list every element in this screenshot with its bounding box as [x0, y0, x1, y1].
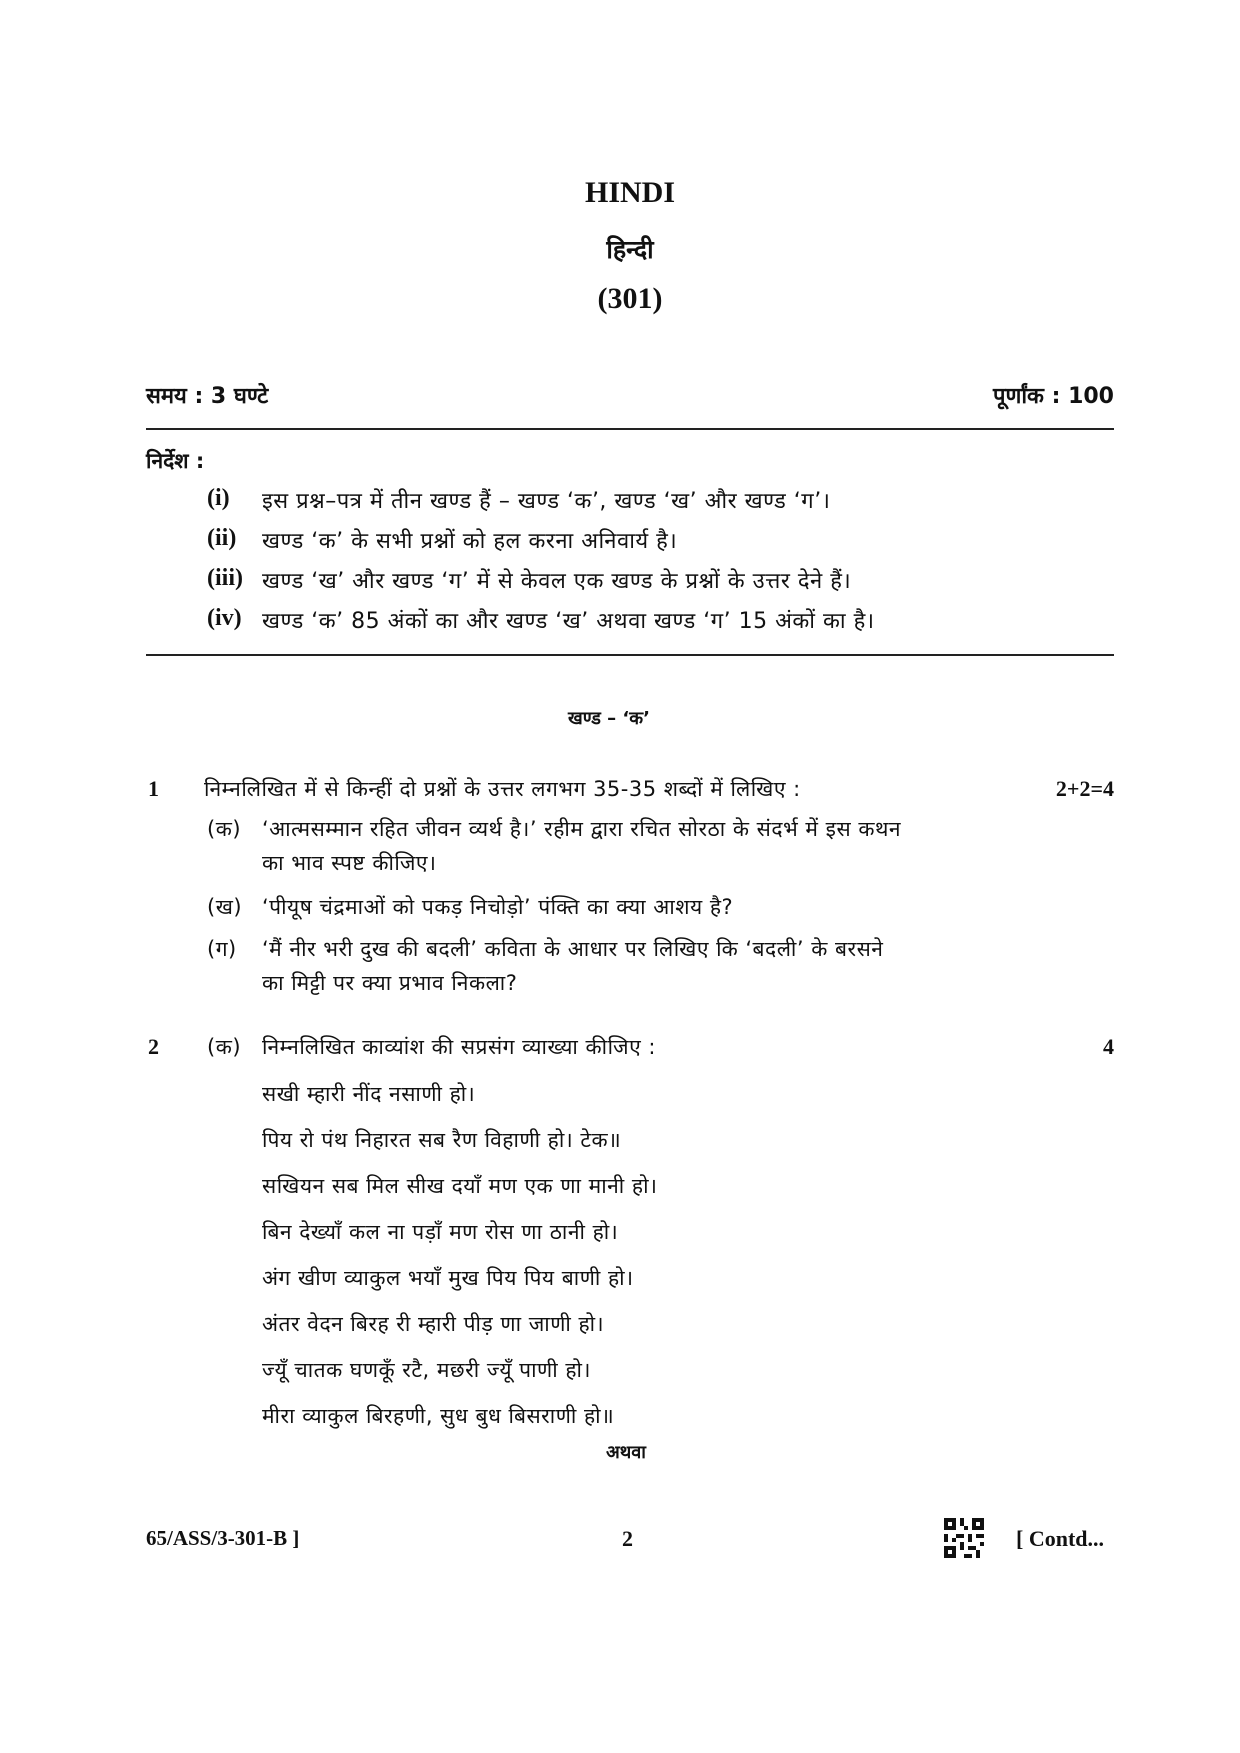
- title-hindi: हिन्दी: [606, 235, 654, 264]
- poem-line: सखी म्हारी नींद नसाणी हो।: [262, 1082, 476, 1106]
- marks-label: पूर्णांक : 100: [992, 384, 1114, 409]
- instruction-text: खण्ड ‘क’ 85 अंकों का और खण्ड ‘ख’ अथवा खण्ड ‘ग’ 15 अंकों का है।: [262, 609, 875, 634]
- instruction-text: इस प्रश्न–पत्र में तीन खण्ड हैं – खण्ड ‘क’, खण्ड ‘ख’ और खण्ड ‘ग’।: [262, 489, 831, 514]
- part-text: ‘मैं नीर भरी दुख की बदली’ कविता के आधार पर लिखिए कि ‘बदली’ के बरसने: [262, 937, 884, 961]
- poem-line: पिय रो पंथ निहारत सब रैण विहाणी हो। टेक॥: [262, 1128, 622, 1152]
- question-number: 1: [148, 776, 159, 801]
- subject-code: (301): [597, 282, 663, 315]
- divider-bottom: [146, 654, 1114, 656]
- instruction-num: (ii): [207, 525, 237, 551]
- poem-line: अंतर वेदन बिरह री म्हारी पीड़ णा जाणी हो।: [262, 1312, 605, 1336]
- question-number: 2: [148, 1034, 159, 1059]
- part-text: ‘आत्मसम्मान रहित जीवन व्यर्थ है।’ रहीम द्वारा रचित सोरठा के संदर्भ में इस कथन: [262, 817, 902, 841]
- part-label: (क): [207, 817, 242, 841]
- poem-line: अंग खीण व्याकुल भयाँ मुख पिय पिय बाणी हो।: [262, 1266, 634, 1290]
- poem-line: बिन देख्याँ कल ना पड़ाँ मण रोस णा ठानी हो।: [262, 1220, 619, 1244]
- continued-label: [ Contd...: [1016, 1526, 1105, 1551]
- part-text: का भाव स्पष्ट कीजिए।: [262, 851, 437, 875]
- part-text: का मिट्टी पर क्या प्रभाव निकला?: [262, 971, 518, 995]
- poem-line: सखियन सब मिल सीख दयाँ मण एक णा मानी हो।: [262, 1174, 658, 1198]
- or-label: अथवा: [606, 1442, 646, 1463]
- divider-top: [146, 428, 1114, 430]
- instruction-num: (iv): [207, 605, 242, 631]
- part-label: (ग): [207, 937, 237, 961]
- time-label: समय : 3 घण्टे: [146, 384, 269, 409]
- instruction-num: (i): [207, 485, 230, 511]
- question-marks: 4: [1103, 1034, 1114, 1059]
- title-english: HINDI: [584, 176, 675, 209]
- part-label: (क): [207, 1035, 242, 1059]
- part-label: (ख): [207, 895, 243, 919]
- poem-line: मीरा व्याकुल बिरहणी, सुध बुध बिसराणी हो॥: [262, 1404, 615, 1428]
- question-marks: 2+2=4: [1055, 776, 1114, 801]
- instructions-heading: निर्देश :: [146, 449, 205, 473]
- question-text: निम्नलिखित में से किन्हीं दो प्रश्नों के उत्तर लगभग 35-35 शब्दों में लिखिए :: [204, 777, 801, 801]
- section-heading: खण्ड – ‘क’: [568, 708, 650, 729]
- page-number: 2: [622, 1526, 633, 1551]
- part-text: ‘पीयूष चंद्रमाओं को पकड़ निचोड़ो’ पंक्ति का क्या आशय है?: [262, 895, 734, 919]
- paper-code: 65/ASS/3-301-B ]: [146, 1526, 300, 1550]
- instruction-text: खण्ड ‘ख’ और खण्ड ‘ग’ में से केवल एक खण्ड के प्रश्नों के उत्तर देने हैं।: [262, 569, 852, 594]
- instruction-num: (iii): [207, 565, 243, 591]
- poem-line: ज्यूँ चातक घणकूँ रटै, मछरी ज्यूँ पाणी हो।: [262, 1358, 591, 1382]
- instruction-text: खण्ड ‘क’ के सभी प्रश्नों को हल करना अनिवार्य है।: [262, 529, 678, 554]
- question-text: निम्नलिखित काव्यांश की सप्रसंग व्याख्या कीजिए :: [262, 1035, 657, 1059]
- qr-code-icon: [944, 1518, 984, 1558]
